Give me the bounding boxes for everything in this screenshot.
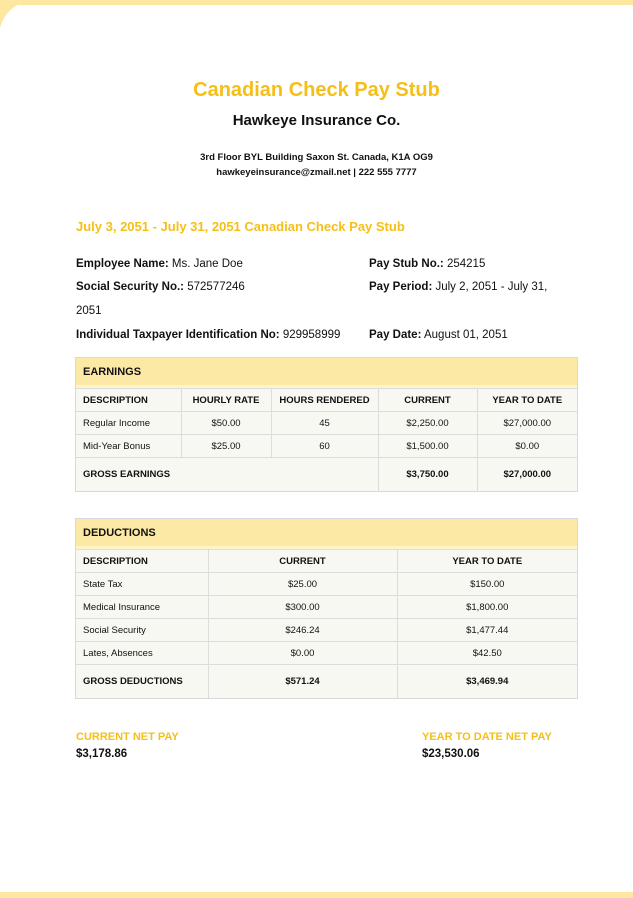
employee-name-line xyxy=(76,256,243,272)
ytd-net-pay-value: $23,530.06 xyxy=(422,748,480,760)
table-row xyxy=(76,412,577,435)
earnings-section xyxy=(75,357,578,492)
employee-name-label: Employee Name: xyxy=(76,258,169,270)
stub-no-label: Pay Stub No.: xyxy=(369,258,444,270)
table-row xyxy=(76,435,577,458)
table-cell: $27,000.00 xyxy=(477,412,577,435)
pay-period-title: July 3, 2051 - July 31, 2051 Canadian Check Pay Stub xyxy=(76,219,405,234)
table-cell: $1,800.00 xyxy=(397,596,577,619)
table-cell: Regular Income xyxy=(76,412,181,435)
gross-deductions-row xyxy=(76,665,577,698)
ssn-label: Social Security No.: xyxy=(76,281,185,293)
table-cell: $1,500.00 xyxy=(378,435,477,458)
ssn-line-2 xyxy=(76,303,102,319)
column-header: YEAR TO DATE xyxy=(477,389,577,412)
pay-date-value: August 01, 2051 xyxy=(423,329,508,341)
pay-date-label: Pay Date: xyxy=(369,329,422,341)
column-header: HOURS RENDERED xyxy=(271,389,378,412)
earnings-title: EARNINGS xyxy=(76,358,577,388)
table-cell: $1,477.44 xyxy=(397,619,577,642)
table-cell: State Tax xyxy=(76,573,208,596)
table-cell: $150.00 xyxy=(397,573,577,596)
table-cell: $50.00 xyxy=(181,412,271,435)
gross-earnings-row xyxy=(76,458,577,491)
current-net-pay-label: CURRENT NET PAY xyxy=(76,731,179,743)
column-header: DESCRIPTION xyxy=(76,389,181,412)
table-cell: $0.00 xyxy=(477,435,577,458)
table-row xyxy=(76,619,577,642)
pay-date-line xyxy=(369,327,508,343)
ssn-line xyxy=(76,279,245,295)
itin-line xyxy=(76,327,340,343)
table-cell: Social Security xyxy=(76,619,208,642)
table-cell: Medical Insurance xyxy=(76,596,208,619)
gross-earnings-ytd: $27,000.00 xyxy=(477,458,577,491)
table-row xyxy=(76,573,577,596)
table-cell: $42.50 xyxy=(397,642,577,665)
company-contact: hawkeyeinsurance@zmail.net | 222 555 7777 xyxy=(216,167,417,178)
deductions-section xyxy=(75,518,578,699)
pay-period-value: July 2, 2051 - July 31, xyxy=(435,281,548,293)
table-cell: $25.00 xyxy=(208,573,397,596)
table-cell: $0.00 xyxy=(208,642,397,665)
gross-earnings-label: GROSS EARNINGS xyxy=(76,458,378,491)
table-cell: $25.00 xyxy=(181,435,271,458)
deductions-title: DEDUCTIONS xyxy=(76,519,577,549)
column-header: CURRENT xyxy=(208,550,397,573)
company-name: Hawkeye Insurance Co. xyxy=(232,112,401,129)
table-cell: 60 xyxy=(271,435,378,458)
earnings-header-row xyxy=(76,389,577,412)
top-accent-bar xyxy=(0,0,633,5)
table-cell: Lates, Absences xyxy=(76,642,208,665)
ssn-value-continued: 2051 xyxy=(76,305,102,317)
table-cell: $2,250.00 xyxy=(378,412,477,435)
ssn-value: 572577246 xyxy=(187,281,245,293)
table-row xyxy=(76,596,577,619)
ytd-net-pay-label: YEAR TO DATE NET PAY xyxy=(422,731,552,743)
column-header: HOURLY RATE xyxy=(181,389,271,412)
deductions-header-row xyxy=(76,550,577,573)
itin-value: 929958999 xyxy=(282,329,341,341)
gross-earnings-current: $3,750.00 xyxy=(378,458,477,491)
table-cell: Mid-Year Bonus xyxy=(76,435,181,458)
bottom-accent-bar xyxy=(0,892,633,898)
table-cell: 45 xyxy=(271,412,378,435)
employee-name: Ms. Jane Doe xyxy=(171,258,243,270)
gross-deductions-current: $571.24 xyxy=(208,665,397,698)
table-cell: $300.00 xyxy=(208,596,397,619)
deductions-table xyxy=(76,549,577,698)
itin-label: Individual Taxpayer Identification No: xyxy=(76,329,280,341)
pay-period-line xyxy=(369,279,547,295)
column-header: YEAR TO DATE xyxy=(397,550,577,573)
stub-no-line xyxy=(369,256,485,272)
company-address: 3rd Floor BYL Building Saxon St. Canada, K1A OG9 xyxy=(200,152,433,163)
pay-period-label: Pay Period: xyxy=(369,281,433,293)
corner-decoration xyxy=(0,0,28,28)
gross-deductions-label: GROSS DEDUCTIONS xyxy=(76,665,208,698)
document-title: Canadian Check Pay Stub xyxy=(193,79,440,101)
table-cell: $246.24 xyxy=(208,619,397,642)
column-header: DESCRIPTION xyxy=(76,550,208,573)
gross-deductions-ytd: $3,469.94 xyxy=(397,665,577,698)
table-row xyxy=(76,642,577,665)
current-net-pay-value: $3,178.86 xyxy=(76,748,128,760)
column-header: CURRENT xyxy=(378,389,477,412)
stub-no-value: 254215 xyxy=(446,258,486,270)
earnings-table xyxy=(76,388,577,491)
